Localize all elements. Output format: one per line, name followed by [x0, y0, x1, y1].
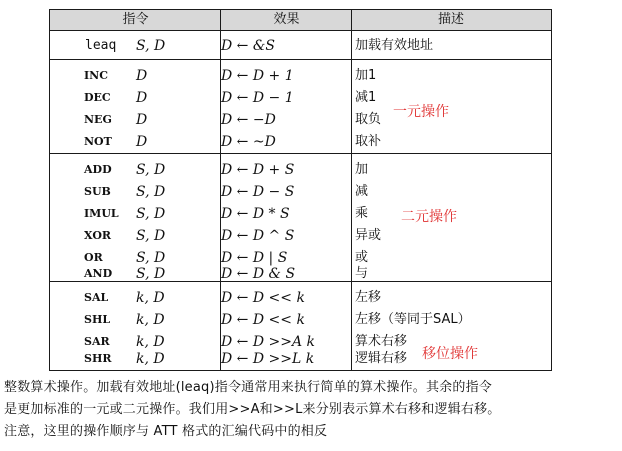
- instruction-table: [49, 9, 552, 371]
- operands: S, D: [136, 250, 166, 266]
- operands: D: [136, 68, 148, 84]
- operands: S, D: [136, 266, 166, 282]
- header-effect: 效果: [273, 12, 300, 27]
- caption-line-2: 是更加标准的一元或二元操作。我们用>>A和>>L来分别表示算术右移和逻辑右移。: [4, 402, 501, 417]
- effect: D ← D + S: [221, 162, 295, 178]
- instruction-name: SHL: [84, 313, 111, 326]
- operands: D: [136, 134, 148, 150]
- group-divider: [50, 59, 551, 60]
- description: 逻辑右移: [355, 351, 408, 366]
- effect: D ← D & S: [221, 266, 296, 282]
- description: 加: [355, 162, 369, 177]
- description: 算术右移: [355, 334, 408, 349]
- table-row: [50, 159, 551, 181]
- instruction-name: DEC: [84, 91, 111, 104]
- instruction-name: leaq: [85, 38, 117, 53]
- table-row: [50, 287, 551, 309]
- operands: S, D: [136, 228, 166, 244]
- effect: D ← D ^ S: [221, 228, 295, 244]
- description: 左移: [355, 290, 382, 305]
- table-row: [50, 266, 551, 282]
- effect: D ← D | S: [221, 250, 288, 266]
- instruction-name: SAR: [84, 335, 110, 348]
- header-description: 描述: [437, 12, 464, 27]
- description: 左移（等同于SAL）: [355, 312, 471, 327]
- operands: S, D: [136, 38, 166, 54]
- group-divider: [50, 153, 551, 154]
- instruction-name: NOT: [84, 135, 112, 148]
- effect: D ← D << k: [221, 312, 305, 328]
- table-row: [50, 131, 551, 153]
- description: 取补: [355, 134, 382, 149]
- effect: D ← D << k: [221, 290, 305, 306]
- description: 减: [355, 184, 369, 199]
- table-row: [50, 247, 551, 269]
- instruction-name: IMUL: [84, 207, 119, 220]
- operands: k, D: [136, 290, 165, 306]
- annotation-unary: 一元操作: [393, 104, 449, 120]
- effect: D ← D * S: [221, 206, 290, 222]
- table-row: [50, 35, 551, 57]
- operands: k, D: [136, 312, 165, 328]
- caption-line-3: 注意，这里的操作顺序与 ATT 格式的汇编代码中的相反: [4, 424, 328, 439]
- operands: k, D: [136, 351, 165, 367]
- group-divider: [50, 281, 551, 282]
- description: 乘: [355, 206, 369, 221]
- instruction-name: NEG: [84, 113, 112, 126]
- effect: D ← −D: [221, 112, 276, 128]
- instruction-name: ADD: [84, 163, 112, 176]
- effect: D ← D − 1: [221, 90, 294, 106]
- instruction-name: AND: [84, 267, 113, 280]
- operands: S, D: [136, 184, 166, 200]
- effect: D ← D >>A k: [221, 334, 316, 350]
- operands: S, D: [136, 162, 166, 178]
- instruction-name: SUB: [84, 185, 111, 198]
- table-row: [50, 203, 551, 225]
- instruction-name: XOR: [84, 229, 112, 242]
- description: 或: [355, 250, 369, 265]
- table-row: [50, 109, 551, 131]
- table-row: [50, 87, 551, 109]
- description: 加载有效地址: [355, 38, 434, 53]
- operands: S, D: [136, 206, 166, 222]
- operands: D: [136, 112, 148, 128]
- caption-line-1: 整数算术操作。加载有效地址(leaq)指令通常用来执行简单的算术操作。其余的指令: [4, 380, 492, 395]
- instruction-name: OR: [84, 251, 103, 264]
- effect: D ← D + 1: [221, 68, 294, 84]
- description: 异或: [355, 228, 382, 243]
- effect: D ← &S: [221, 38, 275, 54]
- operands: D: [136, 90, 148, 106]
- effect: D ← D >>L k: [221, 351, 315, 367]
- description: 加1: [355, 68, 377, 83]
- annotation-binary: 二元操作: [401, 209, 457, 225]
- table-row: [50, 65, 551, 87]
- table-row: [50, 181, 551, 203]
- instruction-name: SHR: [84, 352, 112, 365]
- instruction-name: INC: [84, 69, 108, 82]
- instruction-name: SAL: [84, 291, 109, 304]
- effect: D ← ~D: [221, 134, 276, 150]
- operands: k, D: [136, 334, 165, 350]
- header-instruction: 指令: [122, 12, 149, 27]
- table-row: [50, 309, 551, 331]
- description: 减1: [355, 90, 377, 105]
- effect: D ← D − S: [221, 184, 295, 200]
- annotation-shift: 移位操作: [422, 346, 478, 362]
- description: 取负: [355, 112, 382, 127]
- table-row: [50, 225, 551, 247]
- description: 与: [355, 266, 369, 281]
- table-header: [50, 10, 551, 31]
